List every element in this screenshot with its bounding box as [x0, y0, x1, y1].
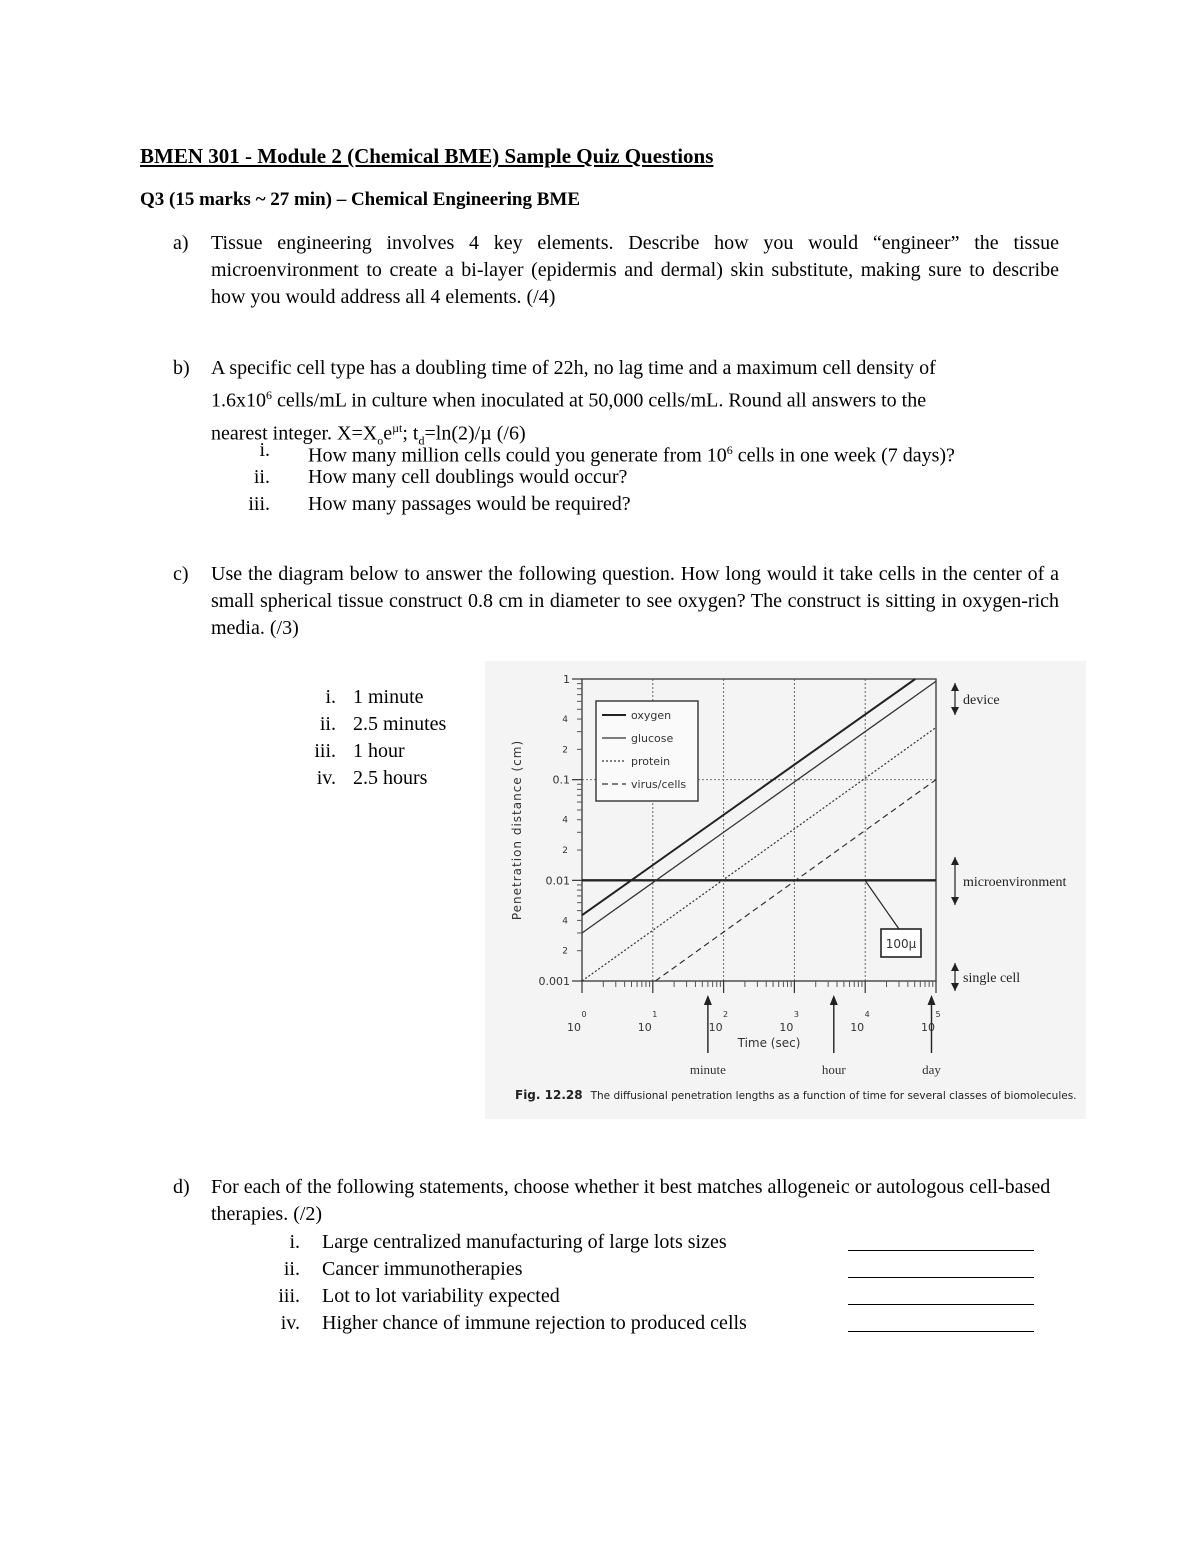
part-a — [173, 230, 1059, 311]
part-b-line3: nearest integer. $X=X_oe^{\mu t}$; $t_d=\ln(2)/\mu$ (/6) — [211, 420, 526, 448]
x-tick-label: 10 — [921, 1021, 935, 1034]
device-arrow-head — [951, 683, 959, 691]
answer-blank[interactable] — [848, 1232, 1034, 1251]
y-tick-label: 1 — [563, 673, 570, 686]
time-marker-arrow — [830, 995, 838, 1005]
x-tick-exponent: 2 — [723, 1010, 729, 1019]
part-b-label: b) — [173, 357, 190, 379]
diffusion-chart — [485, 661, 1086, 1119]
list-item: iv. Higher chance of immune rejection to produced cells — [260, 1310, 1060, 1337]
time-marker-arrow — [704, 995, 712, 1005]
part-b-items — [230, 437, 1070, 518]
y-minor-label: 2 — [562, 946, 568, 957]
y-minor-label: 4 — [562, 815, 568, 826]
x-tick-label: 10 — [637, 1021, 652, 1034]
list-item: i. Large centralized manufacturing of large lots sizes — [260, 1229, 1060, 1256]
list-item: iii. How many passages would be required? — [248, 493, 631, 515]
device-label: device — [963, 693, 1000, 708]
answer-blank[interactable] — [848, 1286, 1034, 1305]
time-marker-label: day — [922, 1062, 941, 1077]
x-axis-label: Time (sec) — [737, 1036, 801, 1050]
figure-caption — [515, 1088, 1077, 1102]
microenvironment-arrow-head — [951, 857, 959, 865]
part-c-text: Use the diagram below to answer the following question. How long would it take cells in the center of a small spherical tissue construct 0.8 cm in diameter to see oxygen? The construct is sitting in oxygen-rich media. (/3) — [211, 563, 1059, 639]
y-minor-label: 4 — [562, 715, 568, 726]
part-d-text: For each of the following statements, choose whether it best matches allogeneic or autologous cell-based therapies. (/2) — [211, 1176, 1051, 1225]
y-minor-label: 4 — [562, 916, 568, 927]
x-tick-exponent: 5 — [935, 1010, 941, 1019]
figure — [485, 661, 1086, 1119]
x-tick-label: 10 — [567, 1021, 581, 1034]
part-a-label: a) — [173, 232, 189, 254]
microenvironment-arrow-head — [951, 897, 959, 905]
list-item: ii. How many cell doublings would occur? — [253, 466, 628, 488]
part-c-options — [300, 684, 480, 792]
time-marker-label: hour — [821, 1062, 846, 1077]
question-header: Q3 (15 marks ~ 27 min) – Chemical Engineering BME — [140, 189, 581, 210]
x-tick-label: 10 — [779, 1021, 794, 1034]
part-b-line1: A specific cell type has a doubling time of 22h, no lag time and a maximum cell density of — [211, 357, 936, 379]
legend-label: oxygen — [631, 709, 672, 722]
part-d-items — [260, 1229, 1060, 1337]
part-a-text: Tissue engineering involves 4 key elements. Describe how you would “engineer” the tissue microenvironment to create a bi-layer (epidermis and dermal) skin substitute, making sure to describe how you would address all 4 elements. (/4) — [211, 232, 1059, 308]
microenvironment-label: microenvironment — [963, 875, 1067, 890]
list-item: i. 1 minute — [325, 686, 424, 708]
y-axis-label: Penetration distance (cm) — [510, 739, 524, 921]
part-b-line2: $1.6x10^6$ cells/mL in culture when inoculated at 50,000 cells/mL. Round all answers to the — [211, 388, 927, 412]
answer-blank[interactable] — [848, 1259, 1034, 1278]
part-c-label: c) — [173, 563, 189, 585]
device-arrow-head — [951, 707, 959, 715]
time-marker-arrow — [928, 995, 936, 1005]
document-title: BMEN 301 - Module 2 (Chemical BME) Sample Quiz Questions — [140, 144, 714, 168]
callout-pointer — [865, 880, 899, 929]
x-tick-exponent: 0 — [581, 1010, 587, 1019]
y-tick-label: 0.1 — [552, 773, 570, 787]
caption-number: Fig. 12.28 — [515, 1088, 583, 1102]
caption-text: The diffusional penetration lengths as a function of time for several classes of biomolecules. — [590, 1090, 1077, 1102]
part-d — [173, 1174, 1059, 1228]
legend-label: virus/cells — [631, 778, 687, 791]
y-minor-label: 2 — [562, 745, 568, 756]
x-tick-label: 10 — [850, 1021, 865, 1034]
answer-blank[interactable] — [848, 1313, 1034, 1332]
time-marker-label: minute — [689, 1062, 726, 1077]
x-tick-exponent: 3 — [793, 1010, 799, 1019]
list-item: iii. Lot to lot variability expected — [260, 1283, 1060, 1310]
legend-label: glucose — [631, 732, 674, 745]
list-item: ii. Cancer immunotherapies — [260, 1256, 1060, 1283]
x-tick-exponent: 1 — [652, 1010, 658, 1019]
y-tick-label: 0.01 — [545, 874, 570, 888]
list-item: iii. 1 hour — [314, 740, 405, 762]
x-tick-exponent: 4 — [864, 1010, 870, 1019]
single-cell-arrow-head — [951, 983, 959, 991]
y-minor-label: 2 — [562, 846, 568, 857]
y-tick-label: 0.001 — [538, 975, 570, 988]
part-d-label: d) — [173, 1176, 190, 1198]
single-cell-arrow-head — [951, 963, 959, 971]
single-cell-label: single cell — [963, 971, 1021, 986]
x-tick-label: 10 — [708, 1021, 723, 1034]
list-item: iv. 2.5 hours — [316, 767, 428, 789]
list-item: ii. 2.5 minutes — [319, 713, 447, 735]
callout-label: 100µ — [885, 937, 917, 951]
chart-legend — [596, 701, 698, 801]
part-c — [173, 561, 1059, 642]
legend-label: protein — [631, 755, 671, 768]
list-item: i. How many million cells could you generate from $10^6$ cells in one week (7 days)? — [259, 439, 955, 467]
plot-axes — [510, 673, 941, 1077]
